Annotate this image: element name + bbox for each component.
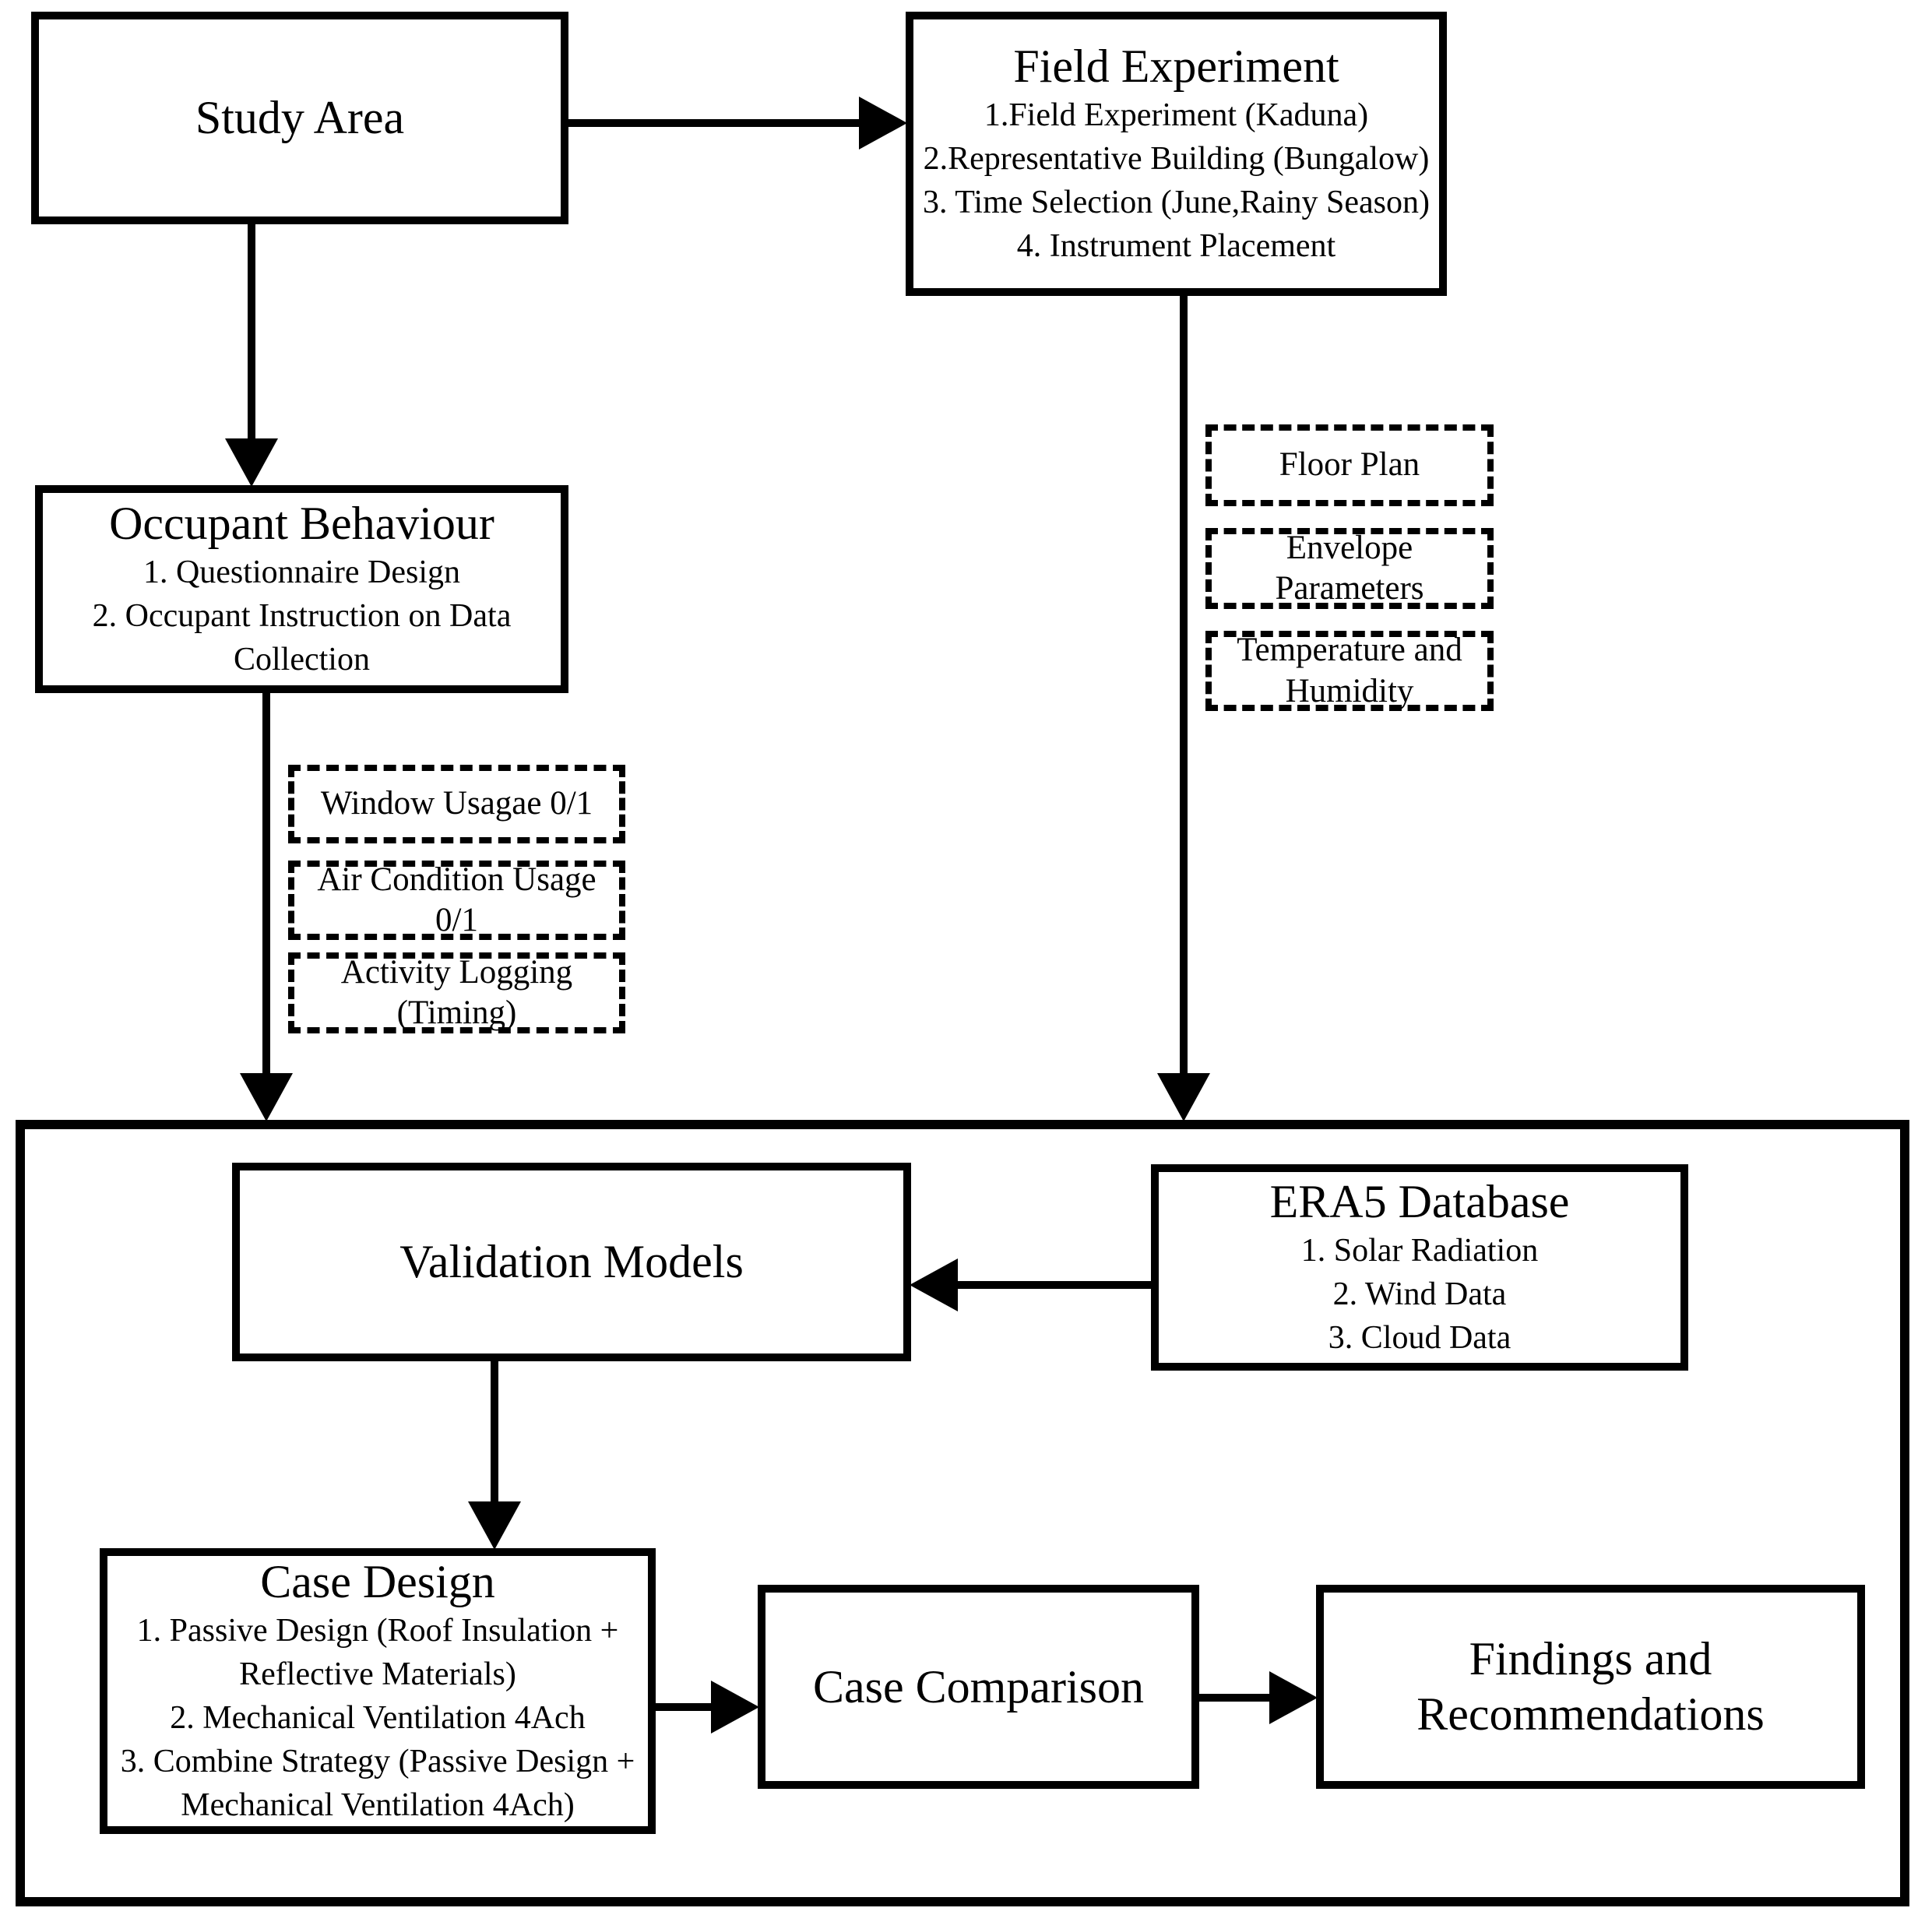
box-era5-database-title: ERA5 Database [1269, 1176, 1570, 1228]
dashed-box-window-usage [288, 765, 625, 843]
field-experiment-item: 2.Representative Building (Bungalow) [923, 141, 1430, 178]
box-case-design-title: Case Design [260, 1556, 495, 1608]
field-experiment-item: 4. Instrument Placement [1016, 227, 1336, 264]
dashed-box-floor-plan [1205, 424, 1494, 506]
arrowhead-down-container-left [240, 1073, 293, 1121]
dashed-box-window-usage-label: Window Usagae 0/1 [320, 785, 593, 822]
field-experiment-item: 1.Field Experiment (Kaduna) [984, 97, 1369, 134]
box-study-area [31, 12, 568, 224]
arrowhead-right-case-comparison [711, 1681, 759, 1734]
connector-study-to-field [568, 119, 860, 127]
box-era5-database [1151, 1164, 1688, 1371]
dashed-box-envelope-parameters [1205, 528, 1494, 609]
dashed-box-envelope-parameters-label: Envelope Parameters [1275, 529, 1424, 607]
case-design-item: 1. Passive Design (Roof Insulation + Reflective Materials) [136, 1613, 619, 1693]
box-validation-models [232, 1163, 911, 1361]
era5-database-item: 1. Solar Radiation [1300, 1233, 1539, 1269]
dashed-box-activity-logging [288, 952, 625, 1033]
connector-validation-to-casedesign [491, 1361, 498, 1503]
box-field-experiment [906, 12, 1447, 296]
dashed-box-activity-logging-label: Activity Logging (Timing) [340, 953, 573, 1031]
box-case-design [100, 1548, 656, 1834]
arrowhead-right-findings [1269, 1671, 1318, 1724]
connector-era5-to-validation [956, 1281, 1151, 1289]
box-field-experiment-title: Field Experiment [1013, 40, 1339, 93]
arrowhead-down-case-design [468, 1501, 521, 1550]
connector-comparison-to-findings [1199, 1694, 1271, 1702]
box-occupant-behaviour-title: Occupant Behaviour [109, 498, 494, 550]
era5-database-item: 2. Wind Data [1332, 1276, 1507, 1312]
case-design-item: 3. Combine Strategy (Passive Design + Mechanical Ventilation 4Ach) [120, 1743, 635, 1823]
era5-database-item: 3. Cloud Data [1328, 1319, 1511, 1356]
connector-field-to-container [1180, 296, 1188, 1075]
connector-study-to-occupant [248, 224, 255, 440]
dashed-box-temperature-humidity [1205, 631, 1494, 711]
dashed-box-air-condition-usage [288, 861, 625, 940]
box-findings-recommendations [1316, 1585, 1865, 1789]
box-case-comparison-title: Case Comparison [813, 1660, 1144, 1713]
case-design-item: 2. Mechanical Ventilation 4Ach [170, 1699, 586, 1736]
occupant-behaviour-item: 2. Occupant Instruction on Data Collection [92, 597, 512, 678]
arrowhead-right-field-experiment [859, 97, 907, 150]
arrowhead-down-occupant-behaviour [225, 438, 278, 487]
box-occupant-behaviour [35, 485, 568, 693]
box-study-area-title: Study Area [195, 92, 405, 144]
arrowhead-left-validation-models [910, 1258, 958, 1311]
dashed-box-temperature-humidity-label: Temperature and Humidity [1237, 632, 1462, 709]
connector-occupant-to-container [262, 693, 270, 1075]
arrowhead-down-container-right [1157, 1073, 1210, 1121]
occupant-behaviour-item: 1. Questionnaire Design [143, 554, 461, 591]
dashed-box-floor-plan-label: Floor Plan [1279, 446, 1420, 484]
box-validation-models-title: Validation Models [399, 1236, 744, 1288]
box-case-comparison [758, 1585, 1199, 1789]
box-findings-recommendations-title: Findings and Recommendations [1416, 1633, 1765, 1740]
field-experiment-item: 3. Time Selection (June,Rainy Season) [923, 184, 1430, 220]
dashed-box-air-condition-usage-label: Air Condition Usage 0/1 [317, 861, 596, 938]
connector-casedesign-to-comparison [656, 1703, 713, 1711]
